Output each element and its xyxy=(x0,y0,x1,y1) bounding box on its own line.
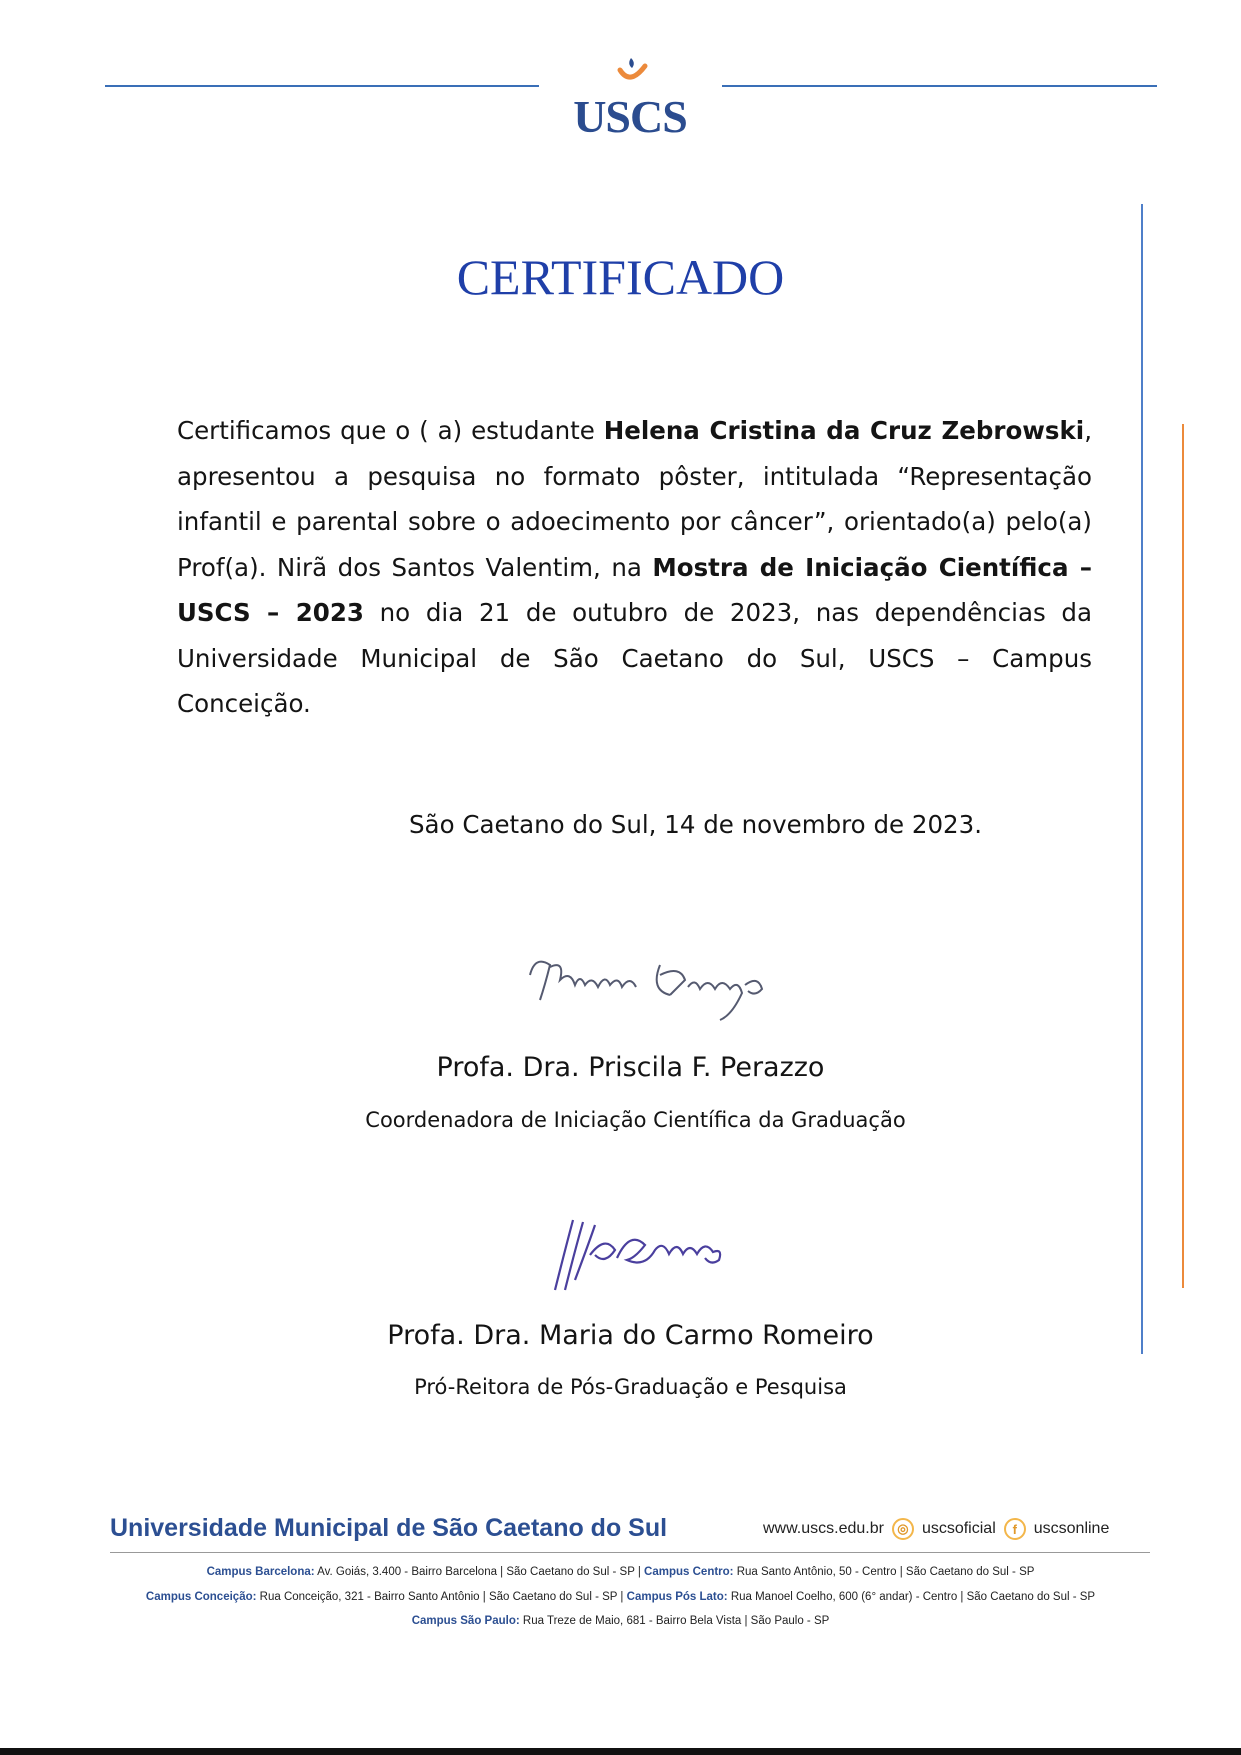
footer-rule xyxy=(110,1552,1150,1553)
campus-conceicao-addr: Rua Conceição, 321 - Bairro Santo Antônio | São Caetano do Sul - SP | xyxy=(259,1591,624,1603)
event-name: Mostra de Iniciação Científica – USCS – 2023 xyxy=(177,552,1092,627)
certificate-title: CERTIFICADO xyxy=(456,249,785,305)
campus-barcelona-addr: Av. Goiás, 3.400 - Bairro Barcelona | São Caetano do Sul - SP | xyxy=(317,1566,641,1578)
footer-website[interactable]: www.uscs.edu.br xyxy=(763,1520,884,1537)
page-bottom-border xyxy=(0,1748,1241,1755)
decor-line-orange xyxy=(1182,424,1184,1288)
body-text-3: no dia 21 de outubro de 2023, nas dependências da Universidade Municipal de São Caetano do Sul, USCS – Campus Conceição. xyxy=(177,598,1092,718)
header-rule-left xyxy=(105,85,539,87)
logo-text: USCS xyxy=(573,91,687,142)
signatory-2-role: Pró-Reitora de Pós-Graduação e Pesquisa xyxy=(414,1375,847,1399)
date-line: São Caetano do Sul, 14 de novembro de 2023. xyxy=(409,810,982,839)
footer-facebook[interactable]: uscsonline xyxy=(1033,1520,1110,1537)
campus-centro-label: Campus Centro: xyxy=(644,1566,734,1578)
address-line-2 xyxy=(0,1591,1241,1603)
campus-poslato-label: Campus Pós Lato: xyxy=(626,1591,728,1603)
instagram-icon: ◎ xyxy=(892,1518,914,1540)
footer-links xyxy=(763,1518,1109,1540)
signature-maria xyxy=(535,1210,755,1300)
signatory-2-name: Profa. Dra. Maria do Carmo Romeiro xyxy=(387,1320,874,1351)
facebook-icon: f xyxy=(1004,1518,1026,1540)
student-name: Helena Cristina da Cruz Zebrowski xyxy=(603,416,1085,445)
signatory-1-role: Coordenadora de Iniciação Científica da Graduação xyxy=(365,1108,906,1132)
address-line-3 xyxy=(0,1615,1241,1627)
body-text-1: Certificamos que o ( a) estudante xyxy=(177,416,604,445)
body-text-2: , apresentou a pesquisa no formato pôster, intitulada “Representação infantil e parental sobre o adoecimento por câncer”, orientado(a) pelo(a) Prof(a). Nirã dos Santos Valentim, na xyxy=(177,416,1092,582)
campus-barcelona-label: Campus Barcelona: xyxy=(206,1566,315,1578)
campus-poslato-addr: Rua Manoel Coelho, 600 (6° andar) - Centro | São Caetano do Sul - SP xyxy=(730,1591,1096,1603)
uscs-logo xyxy=(560,52,700,142)
decor-line-blue xyxy=(1141,204,1143,1354)
footer-instagram[interactable]: uscsoficial xyxy=(921,1520,996,1537)
certificate-body xyxy=(177,408,1092,727)
campus-conceicao-label: Campus Conceição: xyxy=(145,1591,257,1603)
signature-priscila xyxy=(510,945,810,1025)
footer-university: Universidade Municipal de São Caetano do Sul xyxy=(110,1514,668,1542)
campus-saopaulo-label: Campus São Paulo: xyxy=(411,1615,520,1627)
header-rule-right xyxy=(722,85,1157,87)
signatory-1-name: Profa. Dra. Priscila F. Perazzo xyxy=(436,1052,825,1083)
campus-saopaulo-addr: Rua Treze de Maio, 681 - Bairro Bela Vista | São Paulo - SP xyxy=(522,1615,830,1627)
campus-centro-addr: Rua Santo Antônio, 50 - Centro | São Caetano do Sul - SP xyxy=(736,1566,1035,1578)
address-line-1 xyxy=(0,1566,1241,1578)
